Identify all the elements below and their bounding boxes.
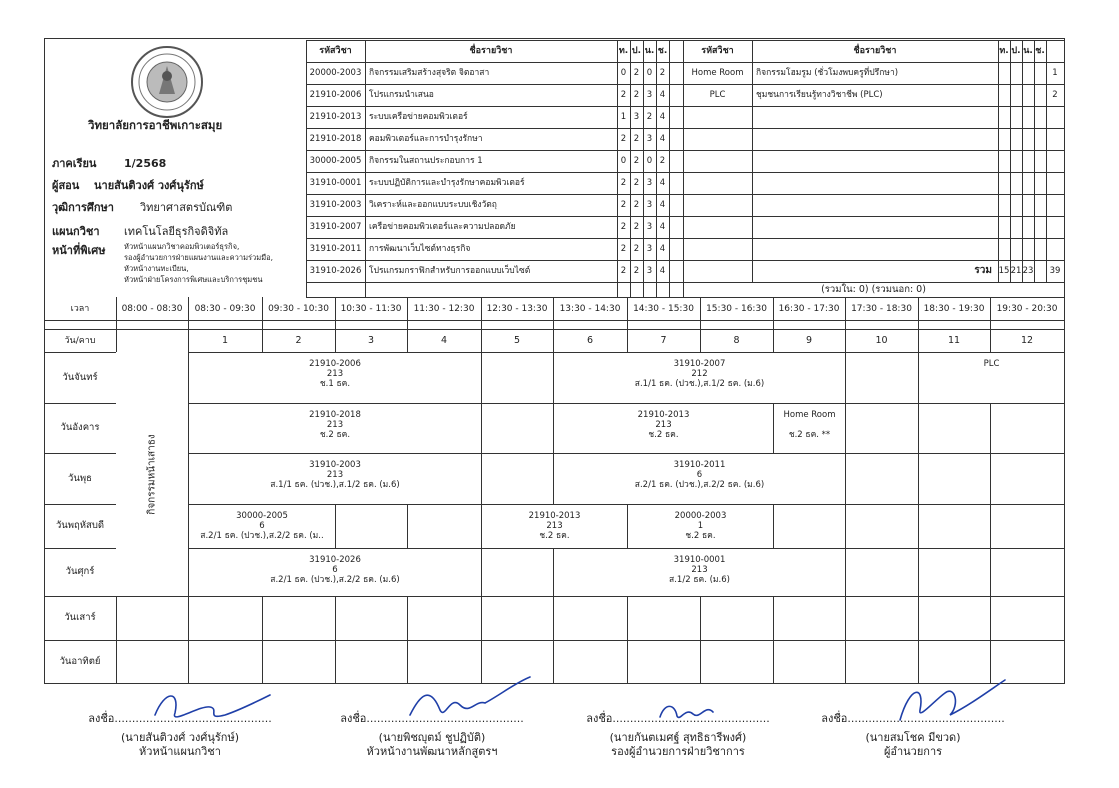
class-room: 213 (326, 369, 344, 379)
class-entry (554, 353, 845, 403)
timetable-col-line (481, 297, 482, 683)
time-slot: 09:30 - 10:30 (268, 304, 329, 314)
time-label: เวลา (70, 304, 90, 314)
day-label: วันอาทิตย์ (59, 655, 101, 667)
subject-name: คอมพิวเตอร์และการบำรุงรักษา (369, 134, 483, 144)
day-label: วันจันทร์ (62, 371, 98, 383)
class-entry (189, 353, 481, 403)
subject-practice: 2 (633, 200, 640, 210)
signature-line: ลงชื่อ............................................. (340, 712, 524, 725)
subject-col-line (669, 40, 670, 297)
period-number: 5 (513, 334, 521, 346)
handwritten-signature (150, 685, 290, 740)
teacher-label: ผู้สอน (52, 179, 80, 192)
period-number: 3 (367, 334, 375, 346)
signer-name: (นายพิชญุตม์ ชูปฏิบัติ) (378, 731, 486, 744)
time-slot: 08:30 - 09:30 (194, 304, 256, 314)
time-slot: 12:30 - 13:30 (486, 304, 548, 314)
subject-practice: 2 (633, 266, 640, 276)
subject-name: การพัฒนาเว็บไซต์ทางธุรกิจ (369, 244, 471, 254)
total-label: รวม (974, 265, 992, 276)
class-group: ช.2 ธค. (539, 531, 570, 541)
class-code: Home Room (783, 410, 836, 420)
day-label: วันเสาร์ (64, 612, 96, 623)
class-group: ส.1/1 ธค. (ปวช.),ส.1/2 ธค. (ม.6) (634, 379, 765, 389)
subject-credit: 3 (646, 244, 653, 254)
subject-practice: 2 (633, 156, 640, 166)
subject-practice: 2 (633, 90, 640, 100)
class-code: PLC (983, 359, 1000, 369)
subject-code: 21910-2006 (309, 90, 362, 100)
subject-name: วิเคราะห์และออกแบบระบบเชิงวัตถุ (369, 200, 497, 210)
subject-credit: 0 (646, 68, 653, 78)
subject-credit: 3 (646, 266, 653, 276)
class-group: ส.1/2 ธค. (ม.6) (669, 575, 730, 585)
time-slot: 19:30 - 20:30 (996, 304, 1058, 314)
class-code: 21910-2006 (309, 359, 361, 369)
signature-line: ลงชื่อ............................................. (586, 712, 770, 725)
class-room: 213 (326, 470, 344, 480)
class-entry (189, 454, 481, 504)
handwritten-signature (890, 675, 1030, 730)
dept-value: เทคโนโลยีธุรกิจดิจิทัล (124, 225, 229, 238)
subject-hours: 4 (659, 200, 666, 210)
subject-header: ท. (999, 46, 1009, 56)
subject-header: ช. (1035, 46, 1045, 56)
subject-code: 31910-2026 (309, 266, 362, 276)
signer-name: (นายกันตเมศฐ์ สุทธิธารีพงศ์) (609, 731, 747, 744)
duty-4: หัวหน้าฝ่ายโครงการพิเศษและบริการชุมชน (124, 275, 263, 284)
class-group: ช.2 ธค. ** (788, 430, 831, 440)
class-group: ส.2/1 ธค. (ปวช.),ส.2/2 ธค. (ม.. (200, 531, 324, 541)
class-code: 30000-2005 (236, 511, 288, 521)
subject-credit: 3 (646, 134, 653, 144)
subject-theory (998, 84, 1010, 106)
subject-credit: 3 (646, 90, 653, 100)
timetable-row-line (44, 640, 1064, 641)
class-code: 21910-2018 (309, 410, 361, 420)
subject-credit: 2 (646, 112, 653, 122)
teacher-value: นายสันติวงศ์ วงศ์นุรักษ์ (94, 179, 204, 192)
class-code: 20000-2003 (674, 511, 727, 521)
time-slot: 18:30 - 19:30 (923, 304, 985, 314)
subject-credit: 0 (646, 156, 653, 166)
subject-practice (1010, 62, 1022, 84)
subject-header: รหัสวิชา (701, 46, 734, 56)
period-number: 2 (295, 334, 302, 346)
subject-hours: 4 (659, 112, 666, 122)
day-label: วันพฤหัสบดี (55, 520, 105, 531)
flag-activity (116, 352, 188, 596)
subject-header: น. (1023, 46, 1033, 56)
subject-practice: 2 (633, 244, 640, 254)
subject-theory: 2 (620, 90, 627, 100)
subject-credit (1022, 62, 1034, 84)
class-room: 213 (546, 521, 563, 531)
subject-hours: 2 (659, 68, 666, 78)
college-logo (122, 44, 212, 120)
subject-credit (1022, 84, 1034, 106)
duty-label: หน้าที่พิเศษ (52, 244, 106, 257)
subject-code: 30000-2005 (309, 156, 362, 166)
duty-1: หัวหน้าแผนกวิชาคอมพิวเตอร์ธุรกิจ, (124, 242, 240, 251)
class-group: ช.1 ธค. (319, 379, 351, 389)
subject-practice (1010, 84, 1022, 106)
term-value: 1/2568 (124, 157, 167, 170)
period-number: 6 (586, 334, 594, 346)
subject-theory: 0 (620, 156, 627, 166)
subject-theory: 2 (620, 266, 627, 276)
total-value: 21 (1010, 266, 1022, 276)
class-entry (482, 505, 627, 548)
subject-header: ป. (1011, 46, 1021, 56)
class-group: ช.2 ธค. (648, 430, 679, 440)
signer-title: หัวหน้าแผนกวิชา (139, 745, 221, 758)
class-room: 6 (332, 565, 338, 575)
timetable-col-line (1064, 297, 1065, 683)
class-room: 6 (259, 521, 265, 531)
class-entry (554, 454, 845, 504)
subject-code: 21910-2013 (309, 112, 362, 122)
period-label: วัน/คาบ (64, 335, 96, 346)
class-room: 212 (691, 369, 708, 379)
class-code: 21910-2013 (637, 410, 690, 420)
subject-hours: 4 (659, 222, 666, 232)
class-room: 213 (655, 420, 672, 430)
total-summary: (รวมใน: 0) (รวมนอก: 0) (821, 283, 926, 295)
subject-header: น. (644, 46, 655, 56)
class-entry (628, 505, 773, 548)
subject-name: โปรแกรมนำเสนอ (369, 90, 434, 100)
subject-theory: 2 (620, 178, 627, 188)
class-code: 31910-2011 (673, 460, 726, 470)
subject-header: ป. (631, 46, 642, 56)
class-code: 31910-2026 (309, 555, 361, 565)
class-group: ส.2/1 ธค. (ปวช.),ส.2/2 ธค. (ม.6) (634, 480, 765, 490)
period-number: 12 (1020, 334, 1034, 346)
subject-hours: 4 (659, 178, 666, 188)
subject-code: 31910-2003 (309, 200, 362, 210)
subject-header: รหัสวิชา (319, 46, 352, 56)
subject-theory: 2 (620, 200, 627, 210)
class-entry (554, 549, 845, 596)
subject-code: 21910-2018 (309, 134, 362, 144)
subject-name: โปรแกรมกราฟิกสำหรับการออกแบบเว็บไซต์ (369, 266, 531, 276)
subject-hours: 4 (659, 134, 666, 144)
signature-line: ลงชื่อ............................................. (88, 712, 272, 725)
subject-header: ชื่อรายวิชา (853, 46, 897, 56)
time-slot: 11:30 - 12:30 (413, 304, 475, 314)
subject-code: Home Room (691, 68, 744, 78)
subject-hours: 4 (659, 90, 666, 100)
period-number: 11 (947, 334, 961, 346)
subject-practice: 3 (633, 112, 640, 122)
dept-label: แผนกวิชา (52, 225, 100, 238)
signer-name: (นายสมโชค มีขวด) (865, 731, 961, 744)
subject-code: 31910-2011 (309, 244, 362, 254)
handwritten-signature (400, 675, 540, 730)
subject-code: PLC (709, 90, 726, 100)
subject-practice: 2 (633, 222, 640, 232)
degree-label: วุฒิการศึกษา (52, 201, 114, 214)
signer-title: หัวหน้างานพัฒนาหลักสูตรฯ (366, 745, 498, 758)
subject-name: ระบบปฏิบัติการและบำรุงรักษาคอมพิวเตอร์ (369, 178, 525, 188)
subject-row-line (306, 297, 1064, 298)
total-value: 15 (998, 266, 1010, 276)
duty-3: หัวหน้างานทะเบียน, (124, 264, 189, 273)
period-number: 1 (221, 334, 229, 346)
time-slot: 10:30 - 11:30 (340, 304, 402, 314)
time-slot: 14:30 - 15:30 (633, 304, 694, 314)
time-slot: 15:30 - 16:30 (706, 304, 767, 314)
class-entry (189, 549, 481, 596)
signer-title: รองผู้อำนวยการฝ่ายวิชาการ (611, 745, 745, 758)
day-label: วันพุธ (68, 472, 92, 484)
class-room: 6 (696, 470, 703, 480)
signer-name: (นายสันติวงศ์ วงศ์นุรักษ์) (121, 731, 239, 744)
flag-activity-text: กิจกรรมหน้าเสาธง (146, 433, 158, 515)
term-label: ภาคเรียน (52, 157, 97, 170)
class-code: 31910-0001 (673, 555, 726, 565)
timetable-row-line (44, 596, 1064, 597)
time-slot: 17:30 - 18:30 (851, 304, 912, 314)
subject-col-line (1034, 40, 1035, 282)
signer-title: ผู้อำนวยการ (883, 745, 943, 758)
subject-hours: 4 (659, 266, 666, 276)
class-group: ส.2/1 ธค. (ปวช.),ส.2/2 ธค. (ม.6) (270, 575, 400, 585)
class-group: ส.1/1 ธค. (ปวช.),ส.1/2 ธค. (ม.6) (270, 480, 400, 490)
timetable-col-line (845, 297, 846, 683)
timetable-time-line (44, 320, 1064, 321)
subject-credit: 3 (646, 178, 653, 188)
subject-name: กิจกรรมโฮมรูม (ชั่วโมงพบครูที่ปรึกษา) (756, 68, 899, 78)
period-number: 4 (440, 334, 448, 346)
college-name: วิทยาลัยการอาชีพเกาะสมุย (88, 118, 223, 132)
subject-theory: 2 (620, 222, 627, 232)
class-code: 21910-2013 (528, 511, 581, 521)
signature-line: ลงชื่อ............................................. (821, 712, 1005, 725)
subject-theory: 2 (620, 244, 627, 254)
period-number: 10 (875, 334, 888, 346)
frame-top (44, 38, 1064, 39)
class-entry (554, 404, 773, 453)
subject-theory: 0 (620, 68, 627, 78)
period-number: 8 (733, 334, 740, 346)
class-group: ช.2 ธค. (685, 531, 716, 541)
period-number: 7 (660, 334, 667, 346)
time-slot: 08:00 - 08:30 (121, 304, 183, 314)
class-code: 31910-2003 (309, 460, 361, 470)
total-value: 39 (1049, 266, 1061, 276)
handwritten-signature (655, 692, 795, 747)
subject-hours: 4 (659, 244, 666, 254)
day-label: วันศุกร์ (65, 566, 95, 577)
day-label: วันอังคาร (60, 422, 100, 433)
class-entry (189, 505, 335, 548)
class-code: 31910-2007 (673, 359, 726, 369)
subject-theory: 2 (620, 134, 627, 144)
subject-header: ชื่อรายวิชา (469, 46, 513, 56)
subject-theory (998, 62, 1010, 84)
class-entry (189, 404, 481, 453)
subject-hours: 2 (659, 156, 666, 166)
subject-practice: 2 (633, 68, 640, 78)
subject-code: 31910-2007 (309, 222, 362, 232)
period-number: 9 (805, 334, 813, 346)
subject-name: กิจกรรมเสริมสร้างสุจริต จิตอาสา (369, 68, 490, 78)
class-room: 213 (691, 565, 708, 575)
class-group: ช.2 ธค. (319, 430, 351, 440)
subject-name: ชุมชนการเรียนรู้ทางวิชาชีพ (PLC) (756, 90, 883, 100)
subject-header: ท. (618, 46, 629, 56)
subject-header: ช. (657, 46, 668, 56)
degree-value: วิทยาศาสตรบัณฑิต (140, 201, 233, 214)
subject-theory: 1 (620, 112, 627, 122)
time-slot: 13:30 - 14:30 (559, 304, 621, 314)
subject-credit: 3 (646, 200, 653, 210)
class-room: 213 (326, 420, 344, 430)
subject-practice: 2 (633, 134, 640, 144)
class-entry (774, 404, 845, 453)
subject-hours: 1 (1052, 68, 1058, 78)
subject-credit: 3 (646, 222, 653, 232)
class-entry (919, 353, 1064, 403)
subject-code: 31910-0001 (309, 178, 362, 188)
subject-name: เครือข่ายคอมพิวเตอร์และความปลอดภัย (369, 222, 516, 232)
subject-code: 20000-2003 (309, 68, 362, 78)
time-slot: 16:30 - 17:30 (778, 304, 840, 314)
class-room: 1 (697, 521, 704, 531)
subject-practice: 2 (633, 178, 640, 188)
subject-hours: 2 (1052, 90, 1058, 100)
duty-2: รองผู้อำนวยการฝ่ายแผนงานและความร่วมมือ, (124, 253, 274, 262)
subject-name: กิจกรรมในสถานประกอบการ 1 (369, 156, 483, 166)
subject-name: ระบบเครือข่ายคอมพิวเตอร์ (369, 112, 468, 122)
total-value: 23 (1022, 266, 1034, 276)
